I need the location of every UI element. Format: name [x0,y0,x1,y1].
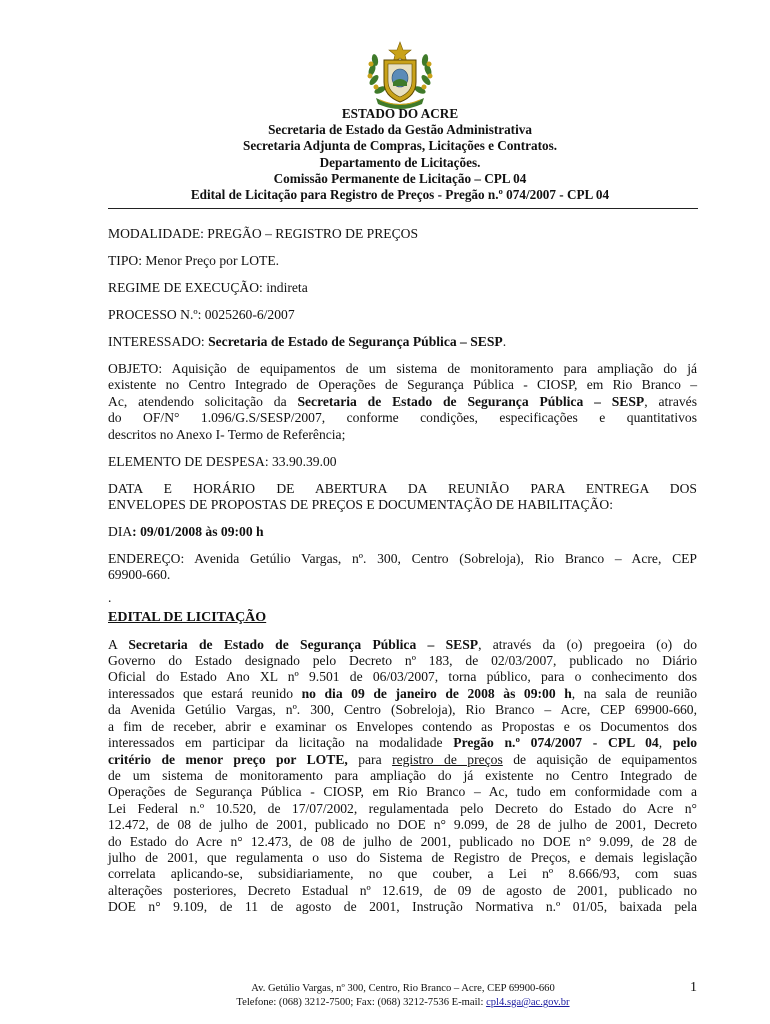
footer-phone: Telefone: (068) 3212-7500; Fax: (068) 3212-7536 E-mail: [236,997,487,1008]
objeto-secretaria: Secretaria de Estado de Segurança Pública – SESP [297,393,645,409]
header-line-edital: Edital de Licitação para Registro de Preços - Pregão n.º 074/2007 - CPL 04 [190,187,610,203]
edital-line [108,850,697,866]
edital-text: da Avenida Getúlio Vargas, nº. 300, Centro (Sobreloja), Rio Branco – Acre, CEP 69900-660, [108,702,697,718]
header-line-state: ESTADO DO ACRE [341,106,459,121]
edital-line [108,702,697,718]
edital-text: interessados que estará reunido [108,685,302,701]
objeto-line: OBJETO: Aquisição de equipamentos de um sistema de monitoramento para ampliação do já [108,361,697,376]
edital-text: , através da (o) pregoeira (o) do [478,636,698,652]
edital-text: DOE n° 9.109, de 11 de agosto de 2001, Instrução Normativa n.º 01/05, baixada pela [108,899,697,915]
edital-text: no dia 09 de janeiro de 2008 às 09:00 h [301,685,572,701]
edital-text: correlata aplicando-se, subsidiariamente, no que couber, a Lei nº 8.666/93, com suas [108,866,697,882]
objeto-text: Ac, atendendo solicitação da [108,393,298,409]
header-line-departamento: Departamento de Licitações. [319,154,481,170]
edital-text: a fim de receber, abrir e examinar os Envelopes contendo as Propostas e os Documentos dos [108,718,697,734]
objeto-line [108,394,697,410]
edital-text: , na sala de reunião [571,685,697,701]
edital-text: julho de 2001, que regulamenta o uso do Sistema de Registro de Preços, e demais legislação [108,849,697,865]
edital-text: A [108,636,129,652]
edital-line [108,834,697,850]
edital-text: Oficial do Estado Ano XL nº 9.501 de 06/03/2007, torna público, para o conhecimento dos [108,669,697,685]
data-horario-line: ENVELOPES DE PROPOSTAS DE PREÇOS E DOCUMENTAÇÃO DE HABILITAÇÃO: [108,497,614,513]
objeto-line: descritos no Anexo I- Termo de Referência; [108,426,346,442]
edital-line [108,686,697,702]
edital-line [108,784,697,800]
interessado-label: INTERESSADO: [108,334,209,349]
document-header [100,106,700,203]
elemento-despesa-field: ELEMENTO DE DESPESA: 33.90.39.00 [108,453,337,469]
endereco-line: 69900-660. [108,567,171,583]
edital-text: Secretaria de Estado de Segurança Pública – SESP [128,636,479,652]
edital-text: do Estado do Acre n° 12.473, de 08 de julho de 2001, publicado no DOE n° 9.099, de 28 de [108,833,697,849]
edital-line [108,669,697,685]
edital-text: para [347,751,393,767]
edital-text: de um sistema de monitoramento para ampliação do já existente no Centro Integrado de [108,767,697,783]
footer-email-link[interactable]: cpl4.sga@ac.gov.br [486,997,570,1008]
edital-section-title: EDITAL DE LICITAÇÃO [108,610,267,626]
edital-text: critério de menor preço por LOTE, [108,751,348,767]
edital-line [108,735,697,751]
edital-text: pelo [672,735,698,751]
edital-line [108,719,697,735]
edital-line [108,817,697,833]
objeto-field [108,361,697,443]
header-divider [108,208,698,209]
edital-text: alterações posteriores, Decreto Estadual nº 12.619, de 09 de agosto de 2001, publicado no [108,882,697,898]
separator-dot: . [108,589,112,605]
page-number: 1 [690,980,697,995]
interessado-field [108,334,697,350]
interessado-end: . [502,334,507,349]
dia-label: DIA [108,524,133,540]
processo-field: PROCESSO N.º: 0025260-6/2007 [108,307,295,322]
edital-line [108,866,697,882]
interessado-value: Secretaria de Estado de Segurança Pública – SESP [208,334,503,349]
modalidade-field: MODALIDADE: PREGÃO – REGISTRO DE PREÇOS [108,226,419,241]
header-line-comissao: Comissão Permanente de Licitação – CPL 04 [273,170,527,186]
edital-text: de aquisição de equipamentos [502,751,697,767]
objeto-line: existente no Centro Integrado de Operações de Segurança Pública - CIOSP, em Rio Branco – [108,377,697,393]
data-horario-field [108,481,697,514]
edital-text: Operações de Segurança Pública - CIOSP, em Rio Branco – Ac, tudo em conformidade com a [108,784,697,800]
objeto-line: do OF/N° 1.096/G.S/SESP/2007, conforme condições, especificações e quantitativos [108,410,697,426]
edital-text: registro de preços [392,751,503,767]
edital-line [108,801,697,817]
edital-line [108,637,697,653]
endereco-line: ENDEREÇO: Avenida Getúlio Vargas, nº. 300, Centro (Sobreloja), Rio Branco – Acre, CEP [108,551,697,567]
state-coat-of-arms-icon [362,40,438,110]
dia-field [108,524,697,540]
edital-line [108,752,697,768]
edital-line [108,653,697,669]
edital-text: Lei Federal n.º 10.520, de 17/07/2002, regulamentada pelo Decreto do Estado do Acre n° [108,800,697,816]
regime-field: REGIME DE EXECUÇÃO: indireta [108,280,308,295]
footer-contact [108,996,698,1010]
edital-text: Governo do Estado designado pelo Decreto nº 183, de 02/03/2007, publicado no Diário [108,653,697,669]
footer-address: Av. Getúlio Vargas, nº 300, Centro, Rio Branco – Acre, CEP 69900-660 [251,983,555,994]
endereco-field [108,551,697,584]
edital-text: , [658,735,673,751]
data-horario-line: DATA E HORÁRIO DE ABERTURA DA REUNIÃO PARA ENTREGA DOS [108,480,697,496]
dia-value: : 09/01/2008 às 09:00 h [132,524,264,540]
edital-line [108,768,697,784]
objeto-text: , através [644,393,697,409]
edital-line [108,883,697,899]
tipo-field: TIPO: Menor Preço por LOTE. [108,253,280,268]
header-line-secretaria-adjunta: Secretaria Adjunta de Compras, Licitações e Contratos. [242,138,557,154]
edital-text: 12.472, de 08 de julho de 2001, publicado no DOE n° 9.099, de 28 de julho de 2001, Decreto [108,817,697,833]
document-body [108,226,697,926]
edital-text: Pregão n.º 074/2007 - CPL 04 [453,735,659,751]
edital-line [108,899,697,915]
page-footer [108,982,698,1010]
edital-paragraph [108,637,697,916]
header-line-secretaria: Secretaria de Estado da Gestão Administrativa [268,122,532,138]
edital-text: interessados em participar da licitação na modalidade [108,735,454,751]
